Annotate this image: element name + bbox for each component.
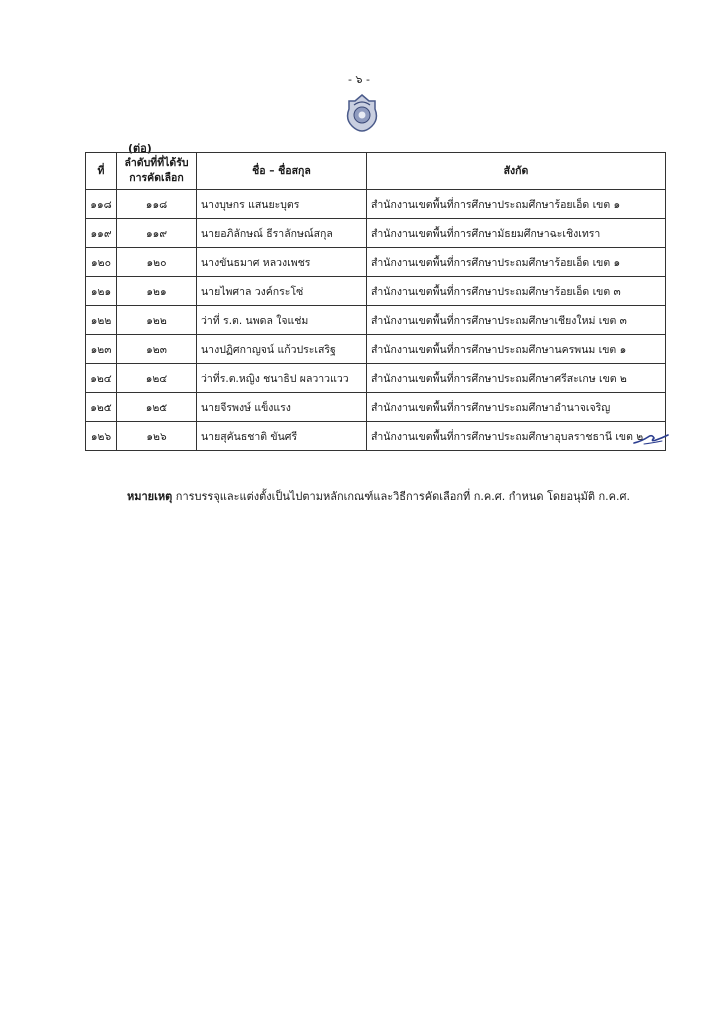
row-rank: ๑๒๖ bbox=[117, 422, 197, 451]
header-rank-line1: ลำดับที่ที่ได้รับ bbox=[124, 157, 189, 170]
row-office: สำนักงานเขตพื้นที่การศึกษาประถมศึกษาอุบลราชธานี เขต ๒ bbox=[367, 422, 666, 451]
row-office: สำนักงานเขตพื้นที่การศึกษาประถมศึกษาร้อยเอ็ด เขต ๑ bbox=[367, 248, 666, 277]
row-rank: ๑๑๙ bbox=[117, 219, 197, 248]
row-name: นายอภิลักษณ์ ธีราลักษณ์สกุล bbox=[197, 219, 367, 248]
roster-table bbox=[85, 152, 666, 451]
row-rank: ๑๒๑ bbox=[117, 277, 197, 306]
table-row bbox=[86, 219, 666, 248]
header-name: ชื่อ – ชื่อสกุล bbox=[197, 153, 367, 190]
row-rank: ๑๒๒ bbox=[117, 306, 197, 335]
continued-label: (ต่อ) bbox=[128, 142, 152, 155]
row-office: สำนักงานเขตพื้นที่การศึกษาประถมศึกษาร้อยเอ็ด เขต ๓ bbox=[367, 277, 666, 306]
page-number: - ๖ - bbox=[348, 73, 370, 86]
table-header-row bbox=[86, 153, 666, 190]
table-row bbox=[86, 422, 666, 451]
row-name: ว่าที่ ร.ต. นพดล ใจแช่ม bbox=[197, 306, 367, 335]
row-office: สำนักงานเขตพื้นที่การศึกษาประถมศึกษานครพนม เขต ๑ bbox=[367, 335, 666, 364]
row-office: สำนักงานเขตพื้นที่การศึกษาประถมศึกษาอำนาจเจริญ bbox=[367, 393, 666, 422]
row-num: ๑๒๑ bbox=[86, 277, 117, 306]
signature-icon bbox=[632, 429, 670, 447]
row-num: ๑๒๐ bbox=[86, 248, 117, 277]
row-rank: ๑๒๔ bbox=[117, 364, 197, 393]
row-name: นายจีรพงษ์ แข็งแรง bbox=[197, 393, 367, 422]
table-row bbox=[86, 190, 666, 219]
table-row bbox=[86, 335, 666, 364]
header-rank bbox=[117, 153, 197, 190]
row-office: สำนักงานเขตพื้นที่การศึกษามัธยมศึกษาฉะเชิงเทรา bbox=[367, 219, 666, 248]
remark-label: หมายเหตุ bbox=[127, 490, 173, 503]
row-name: นายไพศาล วงค์กระโซ่ bbox=[197, 277, 367, 306]
header-num: ที่ bbox=[86, 153, 117, 190]
remark-text: การบรรจุและแต่งตั้งเป็นไปตามหลักเกณฑ์และวิธีการคัดเลือกที่ ก.ค.ศ. กำหนด โดยอนุมัติ ก.ค.ศ. bbox=[175, 490, 631, 503]
header-office: สังกัด bbox=[367, 153, 666, 190]
row-num: ๑๑๘ bbox=[86, 190, 117, 219]
table-row bbox=[86, 248, 666, 277]
row-num: ๑๒๕ bbox=[86, 393, 117, 422]
row-name: นายสุคันธชาติ ขันศรี bbox=[197, 422, 367, 451]
row-num: ๑๒๒ bbox=[86, 306, 117, 335]
row-office: สำนักงานเขตพื้นที่การศึกษาประถมศึกษาเชียงใหม่ เขต ๓ bbox=[367, 306, 666, 335]
row-office: สำนักงานเขตพื้นที่การศึกษาประถมศึกษาร้อยเอ็ด เขต ๑ bbox=[367, 190, 666, 219]
row-num: ๑๑๙ bbox=[86, 219, 117, 248]
row-office: สำนักงานเขตพื้นที่การศึกษาประถมศึกษาศรีสะเกษ เขต ๒ bbox=[367, 364, 666, 393]
table-row bbox=[86, 306, 666, 335]
row-name: ว่าที่ร.ต.หญิง ชนาธิป ผลวาวแวว bbox=[197, 364, 367, 393]
table-row bbox=[86, 277, 666, 306]
row-num: ๑๒๖ bbox=[86, 422, 117, 451]
row-rank: ๑๒๓ bbox=[117, 335, 197, 364]
row-name: นางบุษกร แสนยะบุตร bbox=[197, 190, 367, 219]
remark bbox=[127, 487, 630, 505]
row-num: ๑๒๓ bbox=[86, 335, 117, 364]
table-row bbox=[86, 364, 666, 393]
emblem-icon bbox=[342, 93, 382, 133]
row-rank: ๑๑๘ bbox=[117, 190, 197, 219]
row-rank: ๑๒๐ bbox=[117, 248, 197, 277]
row-name: นางปฏิศกาญจน์ แก้วประเสริฐ bbox=[197, 335, 367, 364]
row-name: นางขันธมาศ หลวงเพชร bbox=[197, 248, 367, 277]
table-row bbox=[86, 393, 666, 422]
row-rank: ๑๒๕ bbox=[117, 393, 197, 422]
row-num: ๑๒๔ bbox=[86, 364, 117, 393]
header-rank-line2: การคัดเลือก bbox=[129, 172, 184, 184]
